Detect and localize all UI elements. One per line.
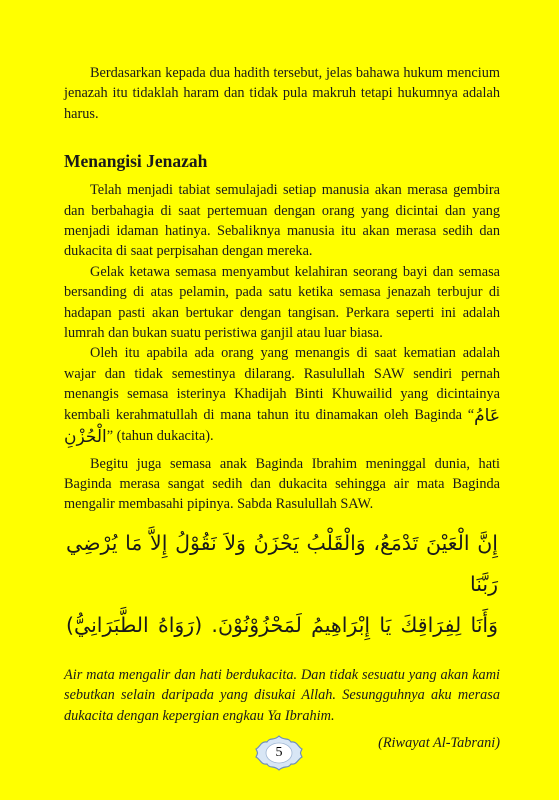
paragraph-oleh-itu: [64, 343, 500, 447]
paragraph-gelak-ketawa: Gelak ketawa semasa menyambut kelahiran seorang bayi dan semasa bersanding di atas pelamin, pada satu ketika semasa jenazah terbujur di hadapan pasti akan bertukar dengan tangisan. Perkara seperti ini adalah lumrah dan bukan suatu peristiwa ganjil atau luar biasa.: [64, 263, 500, 342]
paragraph-oleh-itu-end: ” (tahun dukacita).: [106, 428, 214, 445]
hadith-arabic-line-1: إِنَّ الْعَيْنَ تَدْمَعُ، وَالْقَلْبُ يَحْزَنُ وَلاَ نَقُوْلُ إِلاَّ مَا يُرْضِي رَبَّنَا: [66, 530, 498, 596]
hadith-translation: Air mata mengalir dan hati berdukacita. Dan tidak sesuatu yang akan kami sebutkan selain daripada yang disukai Allah. Sesungguhnya aku merasa dukacita dengan kepergian engkau Ya Ibrahim.: [64, 666, 500, 724]
hadith-arabic-line-2: وَأَنَا لِفِرَاقِكَ يَا إِبْرَاهِيمُ لَمَحْزُوْنُوْنَ. (رَوَاهُ الطَّبَرَانِيُّ): [66, 612, 498, 637]
hadith-source: (Riwayat Al-Tabrani): [378, 734, 500, 751]
section-heading: Menangisi Jenazah: [64, 151, 208, 172]
paragraph-tabiat: Telah menjadi tabiat semulajadi setiap manusia akan merasa gembira dan berbahagia di saat pertemuan dengan orang yang dicintai dan yang menjadi idaman hatinya. Sebaliknya manusia itu akan merasa sedih dan dukacita di saat perpisahan dengan mereka.: [64, 182, 500, 260]
paragraph-oleh-itu-text: Oleh itu apabila ada orang yang menangis di saat kematian adalah wajar dan tidak semestinya dilarang. Rasulullah SAW sendiri pernah menangis semasa isterinya Khadijah Binti Khuwailid yang dicintainya kembali kerahmatullah di mana tahun itu dinamakan oleh Baginda “: [64, 345, 500, 423]
intro-paragraph: Berdasarkan kepada dua hadith tersebut, jelas bahawa hukum mencium jenazah itu tidaklah haram dan tidak pula makruh tetapi hukumnya adalah harus.: [64, 65, 500, 122]
page-content: [64, 63, 500, 753]
paragraph-ibrahim: Begitu juga semasa anak Baginda Ibrahim meninggal dunia, hati Baginda merasa sangat sedih dan dukacita sehingga air mata Baginda mengalir membasahi pipinya. Sabda Rasulullah SAW.: [64, 455, 500, 513]
page-number-badge: [253, 734, 305, 772]
hadith-arabic: [64, 523, 500, 646]
page-number: 5: [275, 745, 283, 760]
arabic-phrase-am-al-huzn: عَامُ الْحُزْنِ: [64, 405, 500, 448]
